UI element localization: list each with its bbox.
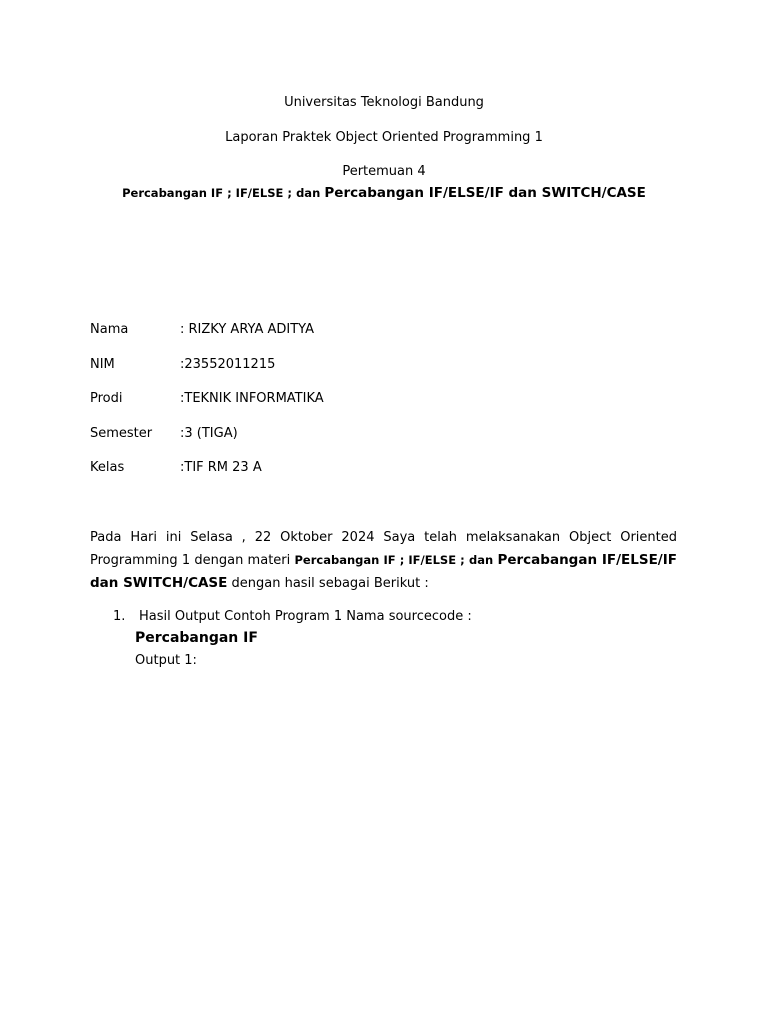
identity-row-nama	[90, 322, 314, 338]
identity-value: :TIF RM 23 A	[180, 460, 262, 475]
identity-label: Kelas	[90, 460, 125, 475]
list-item-text: Hasil Output Contoh Program 1 Nama sourcecode :	[139, 609, 472, 624]
identity-label: NIM	[90, 357, 115, 372]
meeting-number: Pertemuan 4	[342, 164, 426, 179]
identity-row-prodi	[90, 391, 324, 407]
output-label: Output 1:	[135, 653, 197, 668]
identity-label: Prodi	[90, 391, 123, 406]
identity-label: Semester	[90, 426, 153, 441]
identity-value: :3 (TIGA)	[180, 426, 238, 441]
list-number: 1.	[113, 609, 126, 624]
topic-conj: dan	[296, 186, 321, 200]
intro-text-after: dengan hasil sebagai Berikut :	[231, 576, 429, 591]
report-title: Laporan Praktek Object Oriented Programming 1	[225, 130, 543, 145]
topic-small: Percabangan IF ; IF/ELSE ;	[122, 186, 292, 200]
identity-label: Nama	[90, 322, 129, 337]
university-name: Universitas Teknologi Bandung	[284, 95, 484, 110]
identity-value: :TEKNIK INFORMATIKA	[180, 391, 324, 406]
identity-row-nim	[90, 357, 275, 373]
intro-topic-small: Percabangan IF ; IF/ELSE ;	[294, 553, 465, 567]
source-name: Percabangan IF	[135, 630, 258, 646]
identity-row-semester	[90, 426, 238, 442]
identity-value: : RIZKY ARYA ADITYA	[180, 322, 314, 337]
topic-heading	[0, 185, 768, 202]
intro-text: Pada Hari ini Selasa , 22 Oktober 2024 Saya telah melaksanakan Object Oriented Programming 1 dengan materi	[90, 530, 677, 568]
topic-big: Percabangan IF/ELSE/IF dan SWITCH/CASE	[324, 185, 646, 201]
identity-value: :23552011215	[180, 357, 276, 372]
intro-paragraph	[90, 527, 677, 595]
intro-topic-conj: dan	[469, 553, 494, 567]
list-item	[113, 609, 472, 625]
intro-topic-big: Percabangan IF/ELSE/IF dan SWITCH/CASE	[90, 552, 677, 591]
identity-row-kelas	[90, 460, 262, 476]
